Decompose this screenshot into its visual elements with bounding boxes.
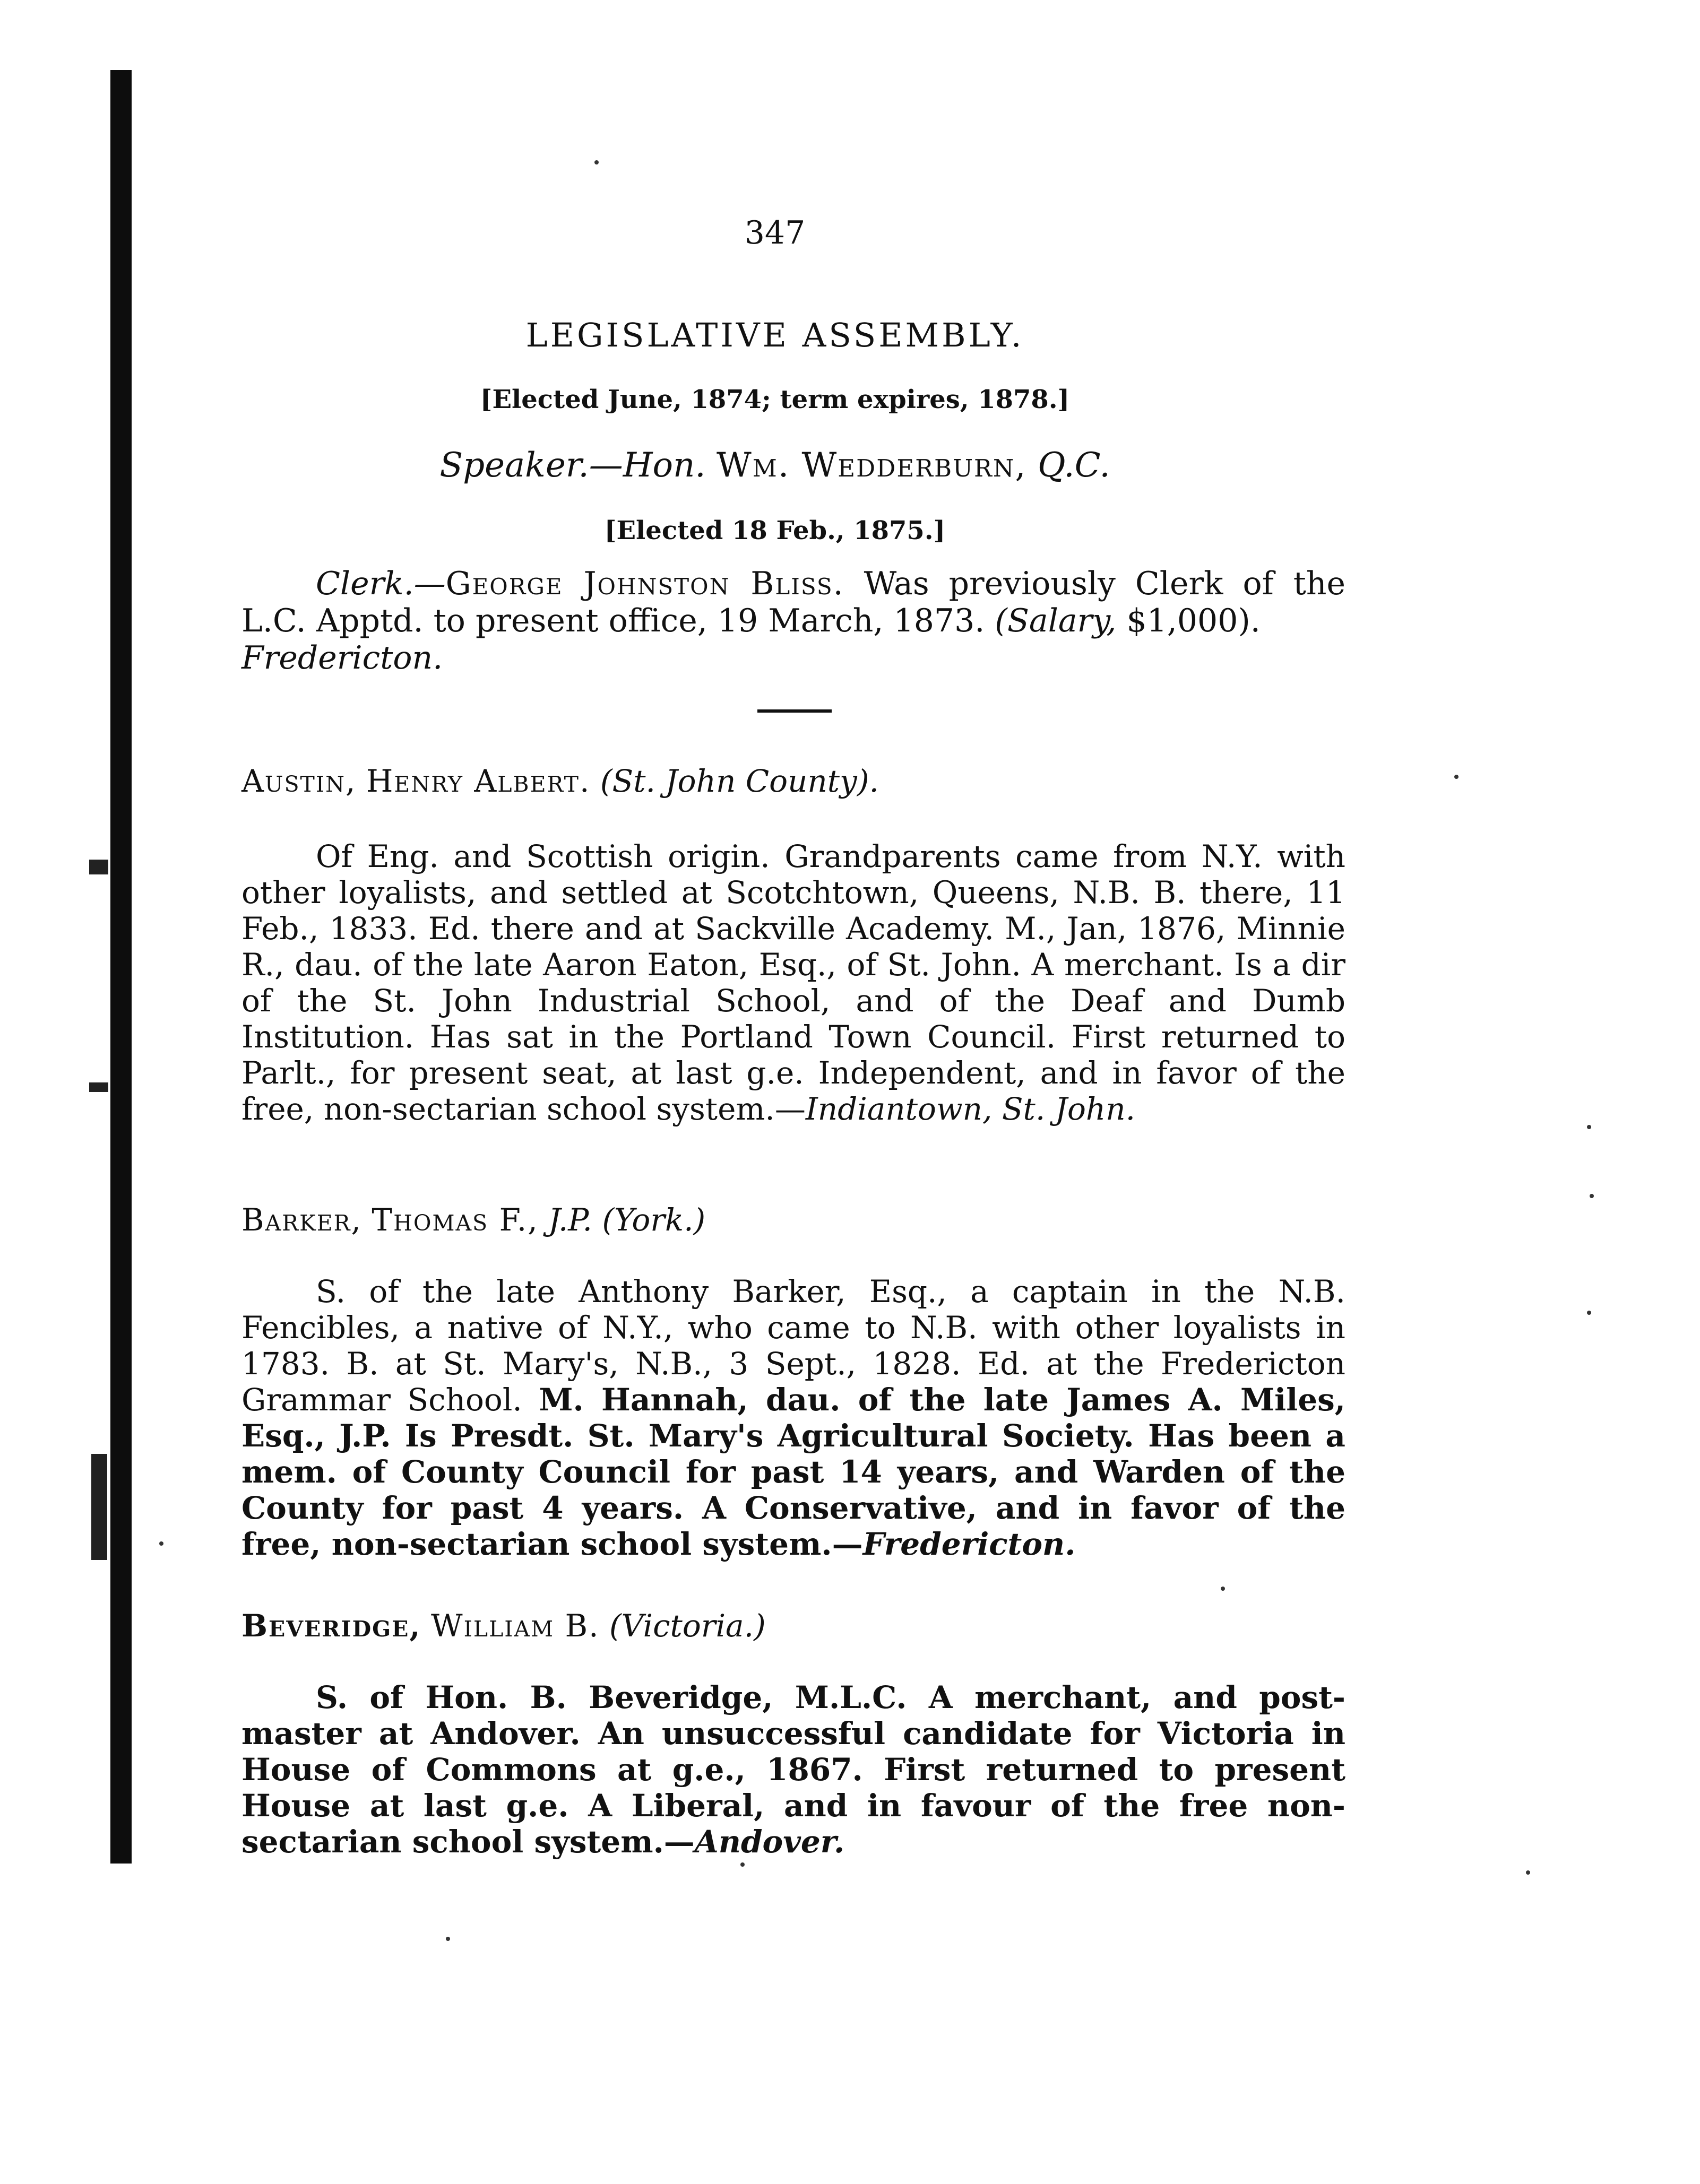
entry-surname: Beveridge, <box>241 1608 421 1644</box>
entry-given-name: Thomas F., <box>372 1202 539 1238</box>
speaker-name: Wm. Wedderburn, <box>716 446 1027 485</box>
entry-heading-beveridge <box>241 1608 1345 1644</box>
speaker-role: Speaker.—Hon. <box>439 446 706 485</box>
scan-speck <box>594 160 599 164</box>
scan-speck <box>159 1541 163 1546</box>
scan-speck <box>1590 1194 1594 1198</box>
entry-given-name: William B. <box>431 1608 600 1644</box>
entry-constituency: (York.) <box>602 1202 706 1238</box>
clerk-salary-value: $1,000). <box>1126 602 1261 639</box>
section-divider <box>757 709 832 713</box>
speaker-line <box>372 446 1178 485</box>
binding-edge <box>110 70 132 1864</box>
clerk-paragraph <box>241 565 1345 677</box>
section-title: LEGISLATIVE ASSEMBLY. <box>525 316 1024 354</box>
binding-mark <box>91 1454 107 1560</box>
entry-constituency: (St. John County). <box>600 763 879 799</box>
scan-speck <box>1221 1587 1225 1591</box>
entry-given-name: Henry Albert. <box>366 763 591 799</box>
scan-speck <box>1454 775 1459 779</box>
entry-heading-austin <box>241 763 1345 799</box>
clerk-role: Clerk.— <box>316 565 446 602</box>
entry-residence: Indiantown, St. John. <box>805 1091 1136 1127</box>
binding-mark <box>89 860 108 874</box>
scan-speck <box>1587 1125 1591 1129</box>
speaker-elected-note: [Elected 18 Feb., 1875.] <box>604 516 946 545</box>
entry-honorific: J.P. <box>548 1202 592 1238</box>
entry-bio-text: M. Hannah, dau. of the late James A. Miles, Esq., J.P. Is Presdt. St. Mary's Agricultural Society. Has been a mem. of County Council for past 14 years, and Warden of the County for past 4 years. A Conservative, and in favor of the free, non-sectarian school system.— <box>241 1382 1345 1562</box>
scan-speck <box>740 1862 745 1867</box>
entry-heading-barker <box>241 1202 1345 1238</box>
entry-surname: Barker, <box>241 1202 362 1238</box>
entry-bio-text: Of Eng. and Scottish origin. Grandparents came from N.Y. with other loyalists, and settled at Scotchtown, Queens, N.B. B. there, 11 Feb., 1833. Ed. there and at Sackville Academy. M., Jan, 1876, Minnie R., dau. of the late Aaron Eaton, Esq., of St. John. A merchant. Is a dir of the St. John Industrial School, and of the Deaf and Dumb Institution. Has sat in the Portland Town Council. First returned to Parlt., for present seat, at last g.e. Independent, and in favor of the free, non-sectarian school system.— <box>241 838 1345 1127</box>
clerk-salary-label: (Salary, <box>995 602 1117 639</box>
entry-bio-barker <box>241 1273 1345 1562</box>
entry-residence: Fredericton. <box>862 1526 1076 1562</box>
entry-bio-text: S. of Hon. B. Beveridge, M.L.C. A merchant, and post-master at Andover. An unsuccessful candidate for Victoria in House of Commons at g.e., 1867. First returned to present House at last g.e. A Liberal, and in favour of the free non-sectarian school system.— <box>241 1679 1345 1860</box>
clerk-residence: Fredericton. <box>241 639 443 677</box>
entry-residence: Andover. <box>694 1824 845 1860</box>
entry-bio-text: S. of the late Anthony Barker, Esq., a captain in the N.B. Fencibles, a native of N.Y., who came to N.B. with other loyalists in 1783. B. at St. Mary's, N.B., 3 Sept., 1828. Ed. at the Fredericton Grammar School. <box>241 1273 1345 1418</box>
speaker-suffix: Q.C. <box>1038 446 1110 485</box>
scan-speck <box>446 1937 450 1941</box>
entry-surname: Austin, <box>241 763 357 799</box>
entry-constituency: (Victoria.) <box>609 1608 766 1644</box>
scan-speck <box>1587 1311 1591 1315</box>
entry-bio-beveridge <box>241 1679 1345 1860</box>
clerk-name: George Johnston Bliss. <box>445 565 844 602</box>
entry-bio-austin <box>241 838 1345 1127</box>
page-number: 347 <box>744 214 806 252</box>
term-note: [Elected June, 1874; term expires, 1878.] <box>480 385 1070 414</box>
binding-mark <box>89 1082 108 1092</box>
scan-speck <box>1526 1870 1530 1875</box>
clerk-text: Was previously Clerk of the L.C. Apptd. to present office, 19 March, 1873. <box>241 565 1345 639</box>
